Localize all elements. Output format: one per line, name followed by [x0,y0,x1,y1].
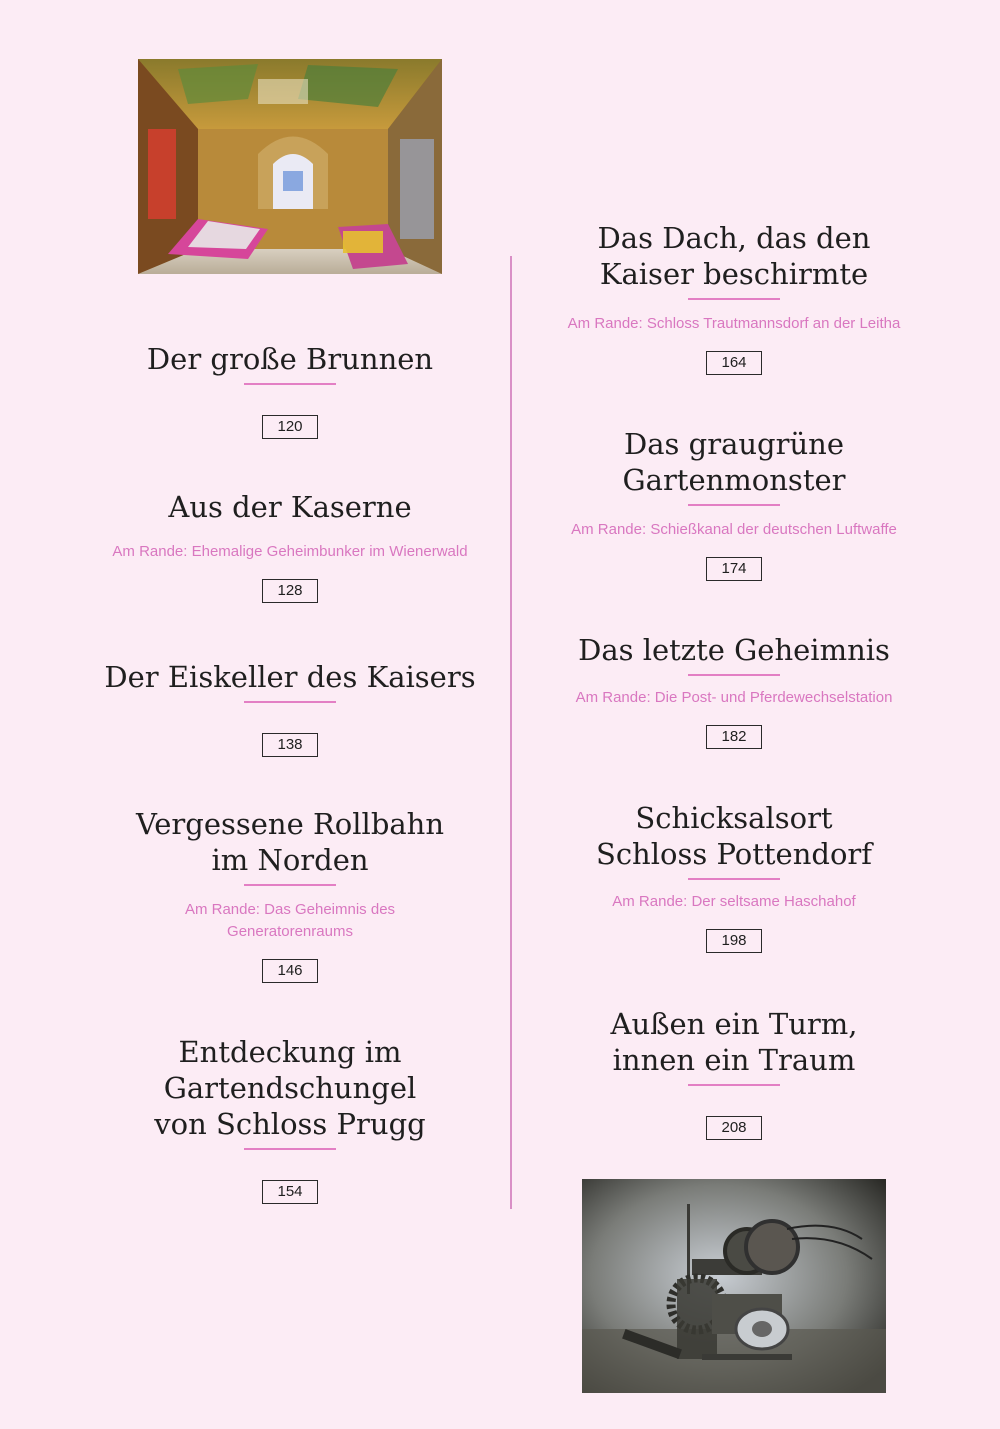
toc-entry-entdeckung-gartendschungel[interactable] [90,1034,490,1204]
chapter-title: Außen ein Turm, innen ein Traum [610,1007,858,1077]
title-underline [688,504,780,506]
toc-entry-der-eiskeller[interactable] [90,659,490,757]
page-number: 174 [706,557,762,581]
page-number: 164 [706,351,762,375]
chapter-title: Das letzte Geheimnis [578,633,890,667]
chapter-title: Der große Brunnen [146,342,434,376]
chapter-subtitle: Am Rande: Ehemalige Geheimbunker im Wienerwald [112,543,468,560]
title-underline [688,878,780,880]
chapter-title: Aus der Kaserne [168,490,412,524]
toc-entry-vergessene-rollbahn[interactable] [90,806,490,983]
chapter-subtitle: Am Rande: Der seltsame Haschahof [612,893,856,910]
chapter-subtitle: Am Rande: Das Geheimnis des Generatorenraums [184,901,396,940]
chapter-subtitle: Am Rande: Die Post- und Pferdewechselstation [575,689,893,706]
toc-entry-aussen-ein-turm[interactable] [534,1006,934,1140]
toc-entry-der-grosse-brunnen[interactable] [90,341,490,439]
toc-entry-gartenmonster[interactable] [534,426,934,581]
page-number: 198 [706,929,762,953]
page-number: 120 [262,415,318,439]
chapter-title: Das Dach, das den Kaiser beschirmte [597,221,871,291]
page-number: 128 [262,579,318,603]
toc-entry-aus-der-kaserne[interactable] [90,489,490,603]
photo-old-machinery [582,1179,886,1393]
chapter-title: Schicksalsort Schloss Pottendorf [595,801,873,871]
page-number: 146 [262,959,318,983]
chapter-subtitle: Am Rande: Schloss Trautmannsdorf an der Leitha [567,315,901,332]
title-underline [244,884,336,886]
toc-entry-das-letzte-geheimnis[interactable] [534,632,934,749]
title-underline [244,701,336,703]
title-underline [688,1084,780,1086]
chapter-subtitle: Am Rande: Schießkanal der deutschen Luftwaffe [571,521,897,538]
chapter-title: Das graugrüne Gartenmonster [622,427,846,497]
toc-entry-das-dach[interactable] [534,220,934,375]
column-divider [510,256,512,1209]
page-number: 154 [262,1180,318,1204]
title-underline [688,674,780,676]
page-number: 138 [262,733,318,757]
toc-entry-schloss-pottendorf[interactable] [534,800,934,953]
page-number: 208 [706,1116,762,1140]
chapter-title: Vergessene Rollbahn im Norden [135,807,445,877]
title-underline [244,383,336,385]
photo-painted-room [138,59,442,274]
title-underline [244,1148,336,1150]
page-number: 182 [706,725,762,749]
title-underline [688,298,780,300]
chapter-title: Entdeckung im Gartendschungel von Schloss Prugg [154,1035,426,1141]
chapter-title: Der Eiskeller des Kaisers [104,660,476,694]
